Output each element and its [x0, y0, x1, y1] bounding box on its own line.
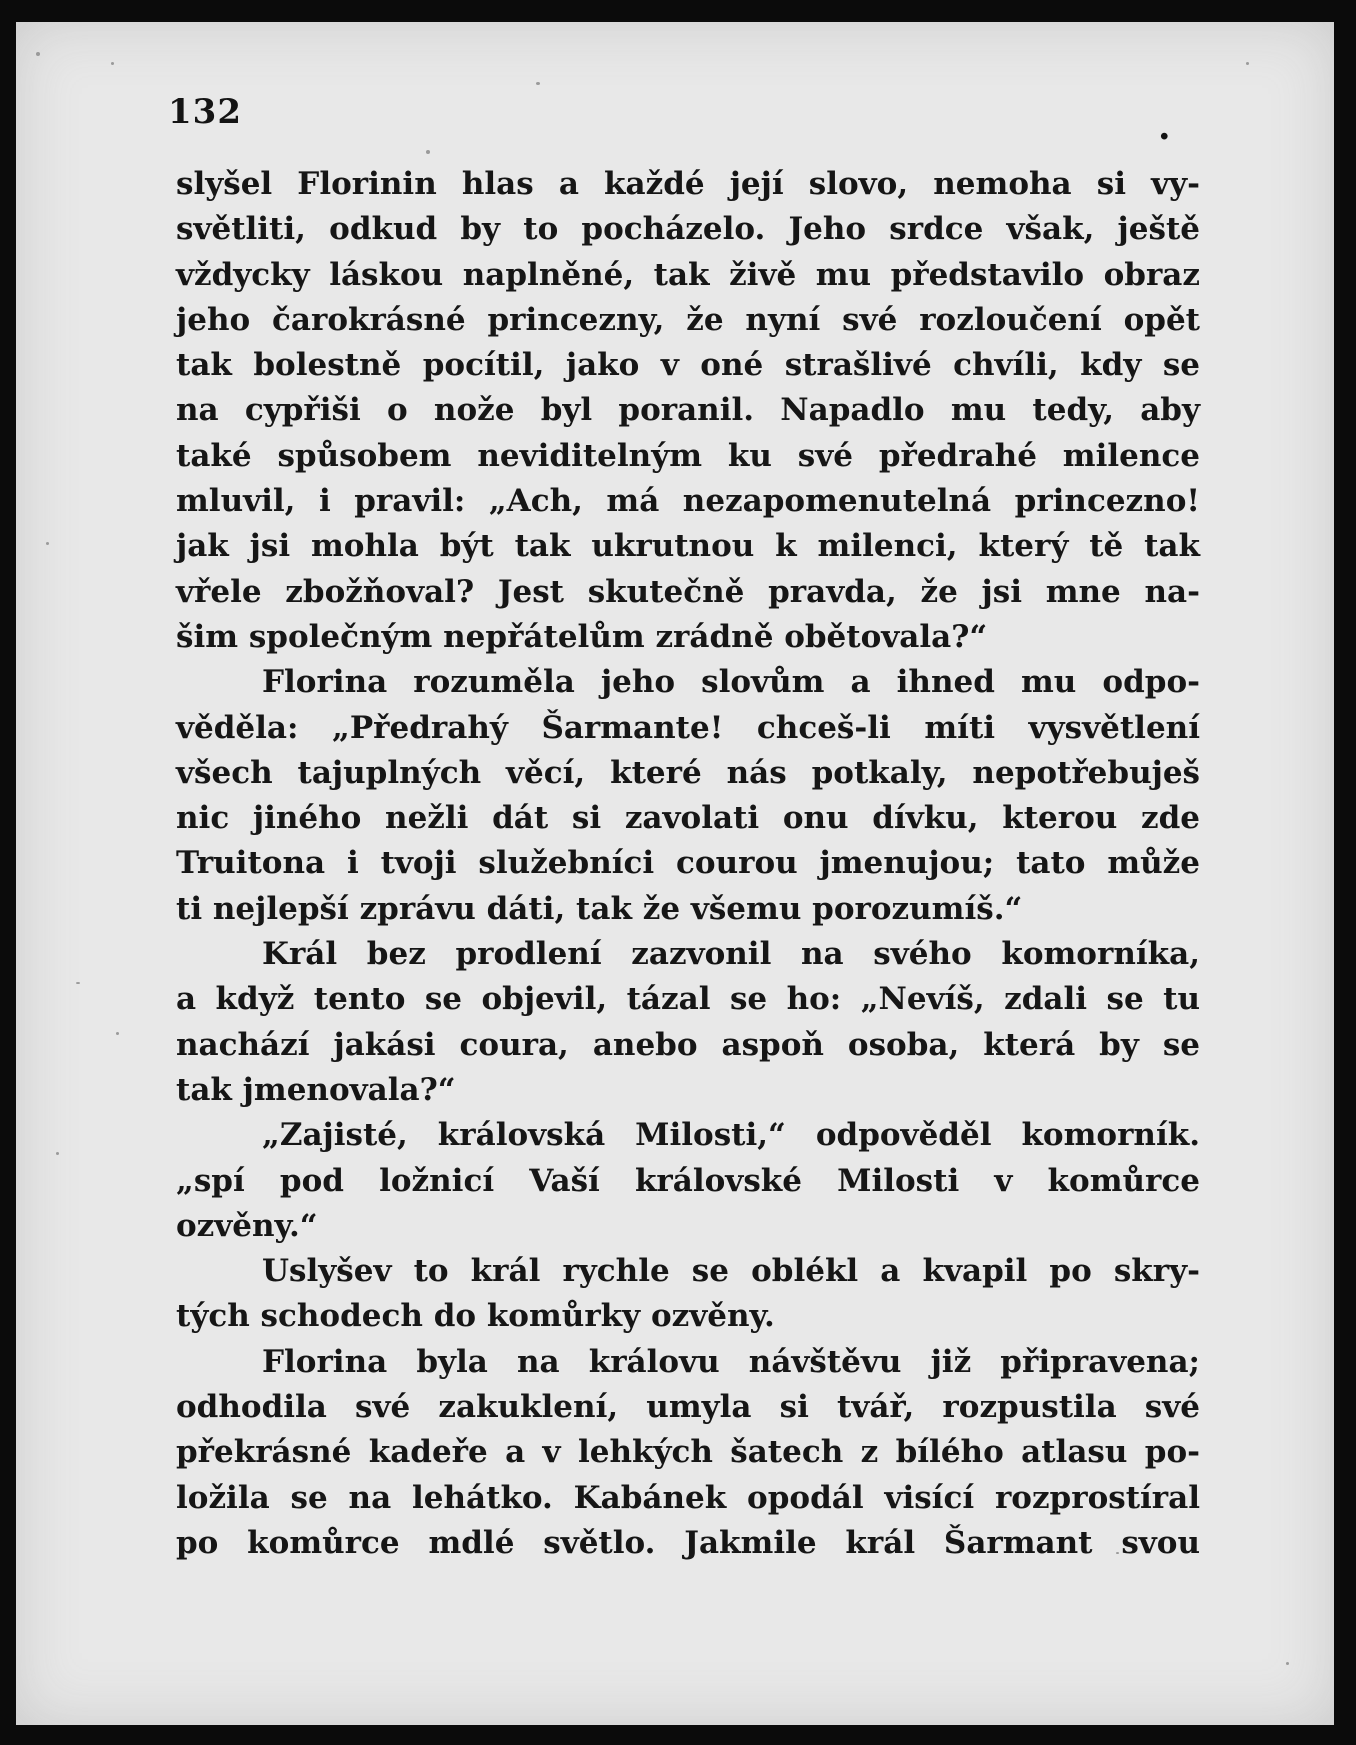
- text-line: mluvil, i pravil: „Ach, má nezapomenutelná princezno!: [176, 483, 1200, 520]
- text-line: vždycky láskou naplněné, tak živě mu představilo obraz: [176, 256, 1200, 293]
- text-line: Florina byla na královu návštěvu již připravena;: [262, 1343, 1200, 1380]
- scan-speck: [1246, 62, 1249, 65]
- text-line: také spůsobem neviditelným ku své předrahé milence: [176, 437, 1200, 474]
- text-line: „Zajisté, královská Milosti,“ odpověděl komorník.: [262, 1117, 1200, 1154]
- page-number: 132: [168, 92, 242, 132]
- text-line: Král bez prodlení zazvonil na svého komorníka,: [262, 936, 1200, 973]
- scan-speck: [111, 62, 114, 65]
- text-line: na cypřiši o nože byl poranil. Napadlo mu tedy, aby: [176, 392, 1200, 429]
- text-line: všech tajuplných věcí, které nás potkaly, nepotřebuješ: [176, 754, 1200, 791]
- text-line: odhodila své zakuklení, umyla si tvář, rozpustila své: [176, 1389, 1200, 1426]
- scan-speck: [76, 982, 80, 984]
- text-line: věděla: „Předrahý Šarmante! chceš-li míti vysvětlení: [176, 709, 1200, 746]
- text-line: a když tento se objevil, tázal se ho: „Nevíš, zdali se tu: [176, 981, 1200, 1018]
- text-line: nachází jakási coura, anebo aspoň osoba, která by se: [176, 1026, 1200, 1063]
- scan-speck: [536, 82, 540, 85]
- text-line: po komůrce mdlé světlo. Jakmile král Šarmant svou: [176, 1524, 1200, 1561]
- text-line: tých schodech do komůrky ozvěny.: [176, 1298, 775, 1335]
- text-line: tak bolestně pocítil, jako v oné strašlivé chvíli, kdy se: [176, 347, 1200, 384]
- text-line: šim společným nepřátelům zrádně obětovala?“: [176, 618, 988, 655]
- scan-speck: [116, 1032, 119, 1035]
- text-line: ložila se na lehátko. Kabánek opodál visící rozprostíral: [176, 1479, 1200, 1516]
- text-line: „spí pod ložnicí Vaší královské Milosti v komůrce: [176, 1162, 1200, 1199]
- text-line: jak jsi mohla být tak ukrutnou k milenci, který tě tak: [176, 528, 1200, 565]
- stray-mark: .: [1158, 106, 1171, 148]
- scan-speck: [56, 1152, 59, 1155]
- text-line: Florina rozuměla jeho slovům a ihned mu odpo-: [262, 664, 1200, 701]
- text-line: překrásné kadeře a v lehkých šatech z bílého atlasu po-: [176, 1434, 1200, 1471]
- scan-speck: [1286, 1662, 1289, 1665]
- text-line: Uslyšev to král rychle se oblékl a kvapil po skry-: [262, 1253, 1200, 1290]
- scan-speck: [36, 52, 40, 56]
- text-line: tak jmenovala?“: [176, 1071, 456, 1108]
- text-line: vřele zbožňoval? Jest skutečně pravda, že jsi mne na-: [176, 573, 1200, 610]
- text-line: Truitona i tvoji služebníci courou jmenujou; tato může: [176, 845, 1200, 882]
- text-line: ti nejlepší zprávu dáti, tak že všemu porozumíš.“: [176, 890, 1023, 927]
- scan-speck: [46, 542, 49, 545]
- body-text: [176, 162, 1200, 1566]
- text-line: nic jiného nežli dát si zavolati onu dívku, kterou zde: [176, 800, 1200, 837]
- text-line: světliti, odkud by to pocházelo. Jeho srdce však, ještě: [176, 211, 1200, 248]
- text-line: jeho čarokrásné princezny, že nyní své rozloučení opět: [176, 301, 1200, 338]
- text-line: slyšel Florinin hlas a každé její slovo, nemoha si vy-: [176, 166, 1200, 202]
- scan-speck: [426, 150, 430, 154]
- text-line: ozvěny.“: [176, 1207, 318, 1244]
